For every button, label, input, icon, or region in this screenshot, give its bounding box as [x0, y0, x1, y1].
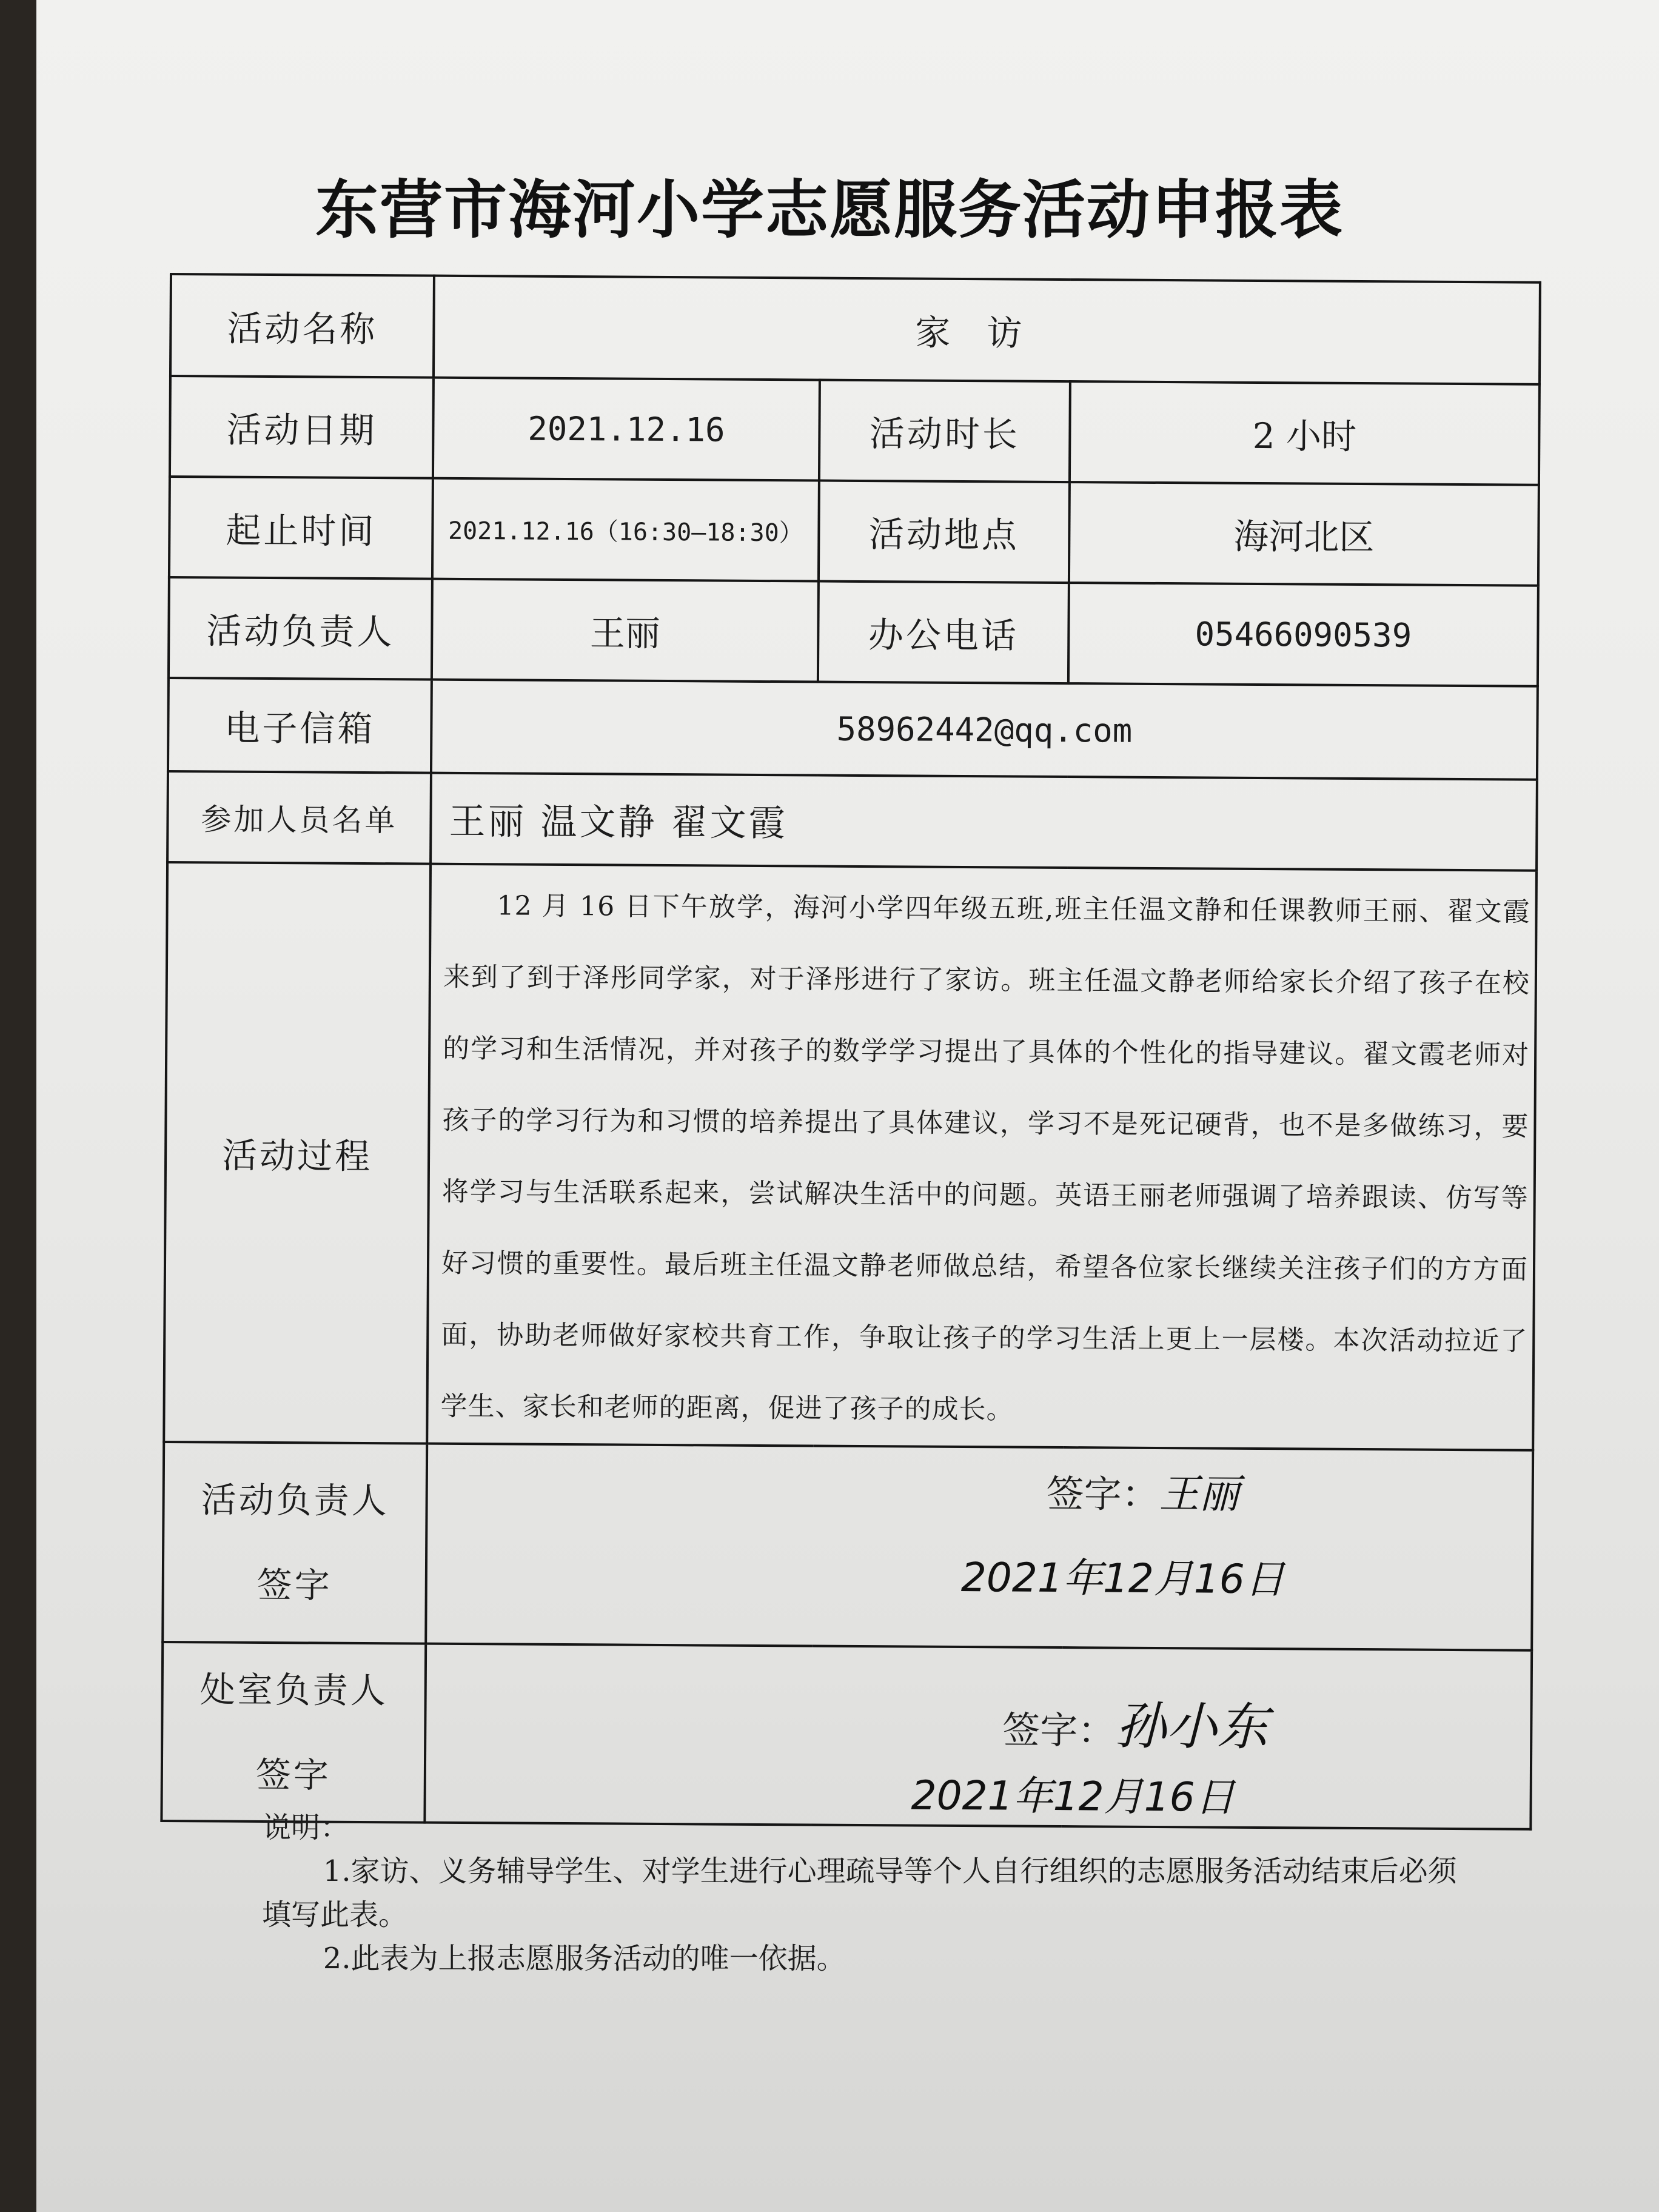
office-handwritten-name: 孙小东	[1115, 1696, 1269, 1757]
value-leader: 王丽	[432, 579, 819, 682]
notes-section	[262, 1806, 1463, 1980]
label-leader-signature-line1: 活动负责人	[201, 1479, 389, 1522]
label-email: 电子信箱	[168, 678, 432, 773]
row-process	[164, 862, 1537, 1450]
label-activity-date: 活动日期	[170, 376, 434, 478]
row-leader	[169, 577, 1538, 686]
label-office-signature	[161, 1642, 426, 1823]
label-leader-signature-line2: 签字	[256, 1564, 332, 1606]
row-leader-signature	[163, 1442, 1533, 1651]
value-location: 海河北区	[1069, 482, 1539, 586]
application-form-table	[161, 273, 1539, 1821]
label-location: 活动地点	[819, 481, 1070, 583]
value-process: 12 月 16 日下午放学，海河小学四年级五班,班主任温文静和任课教师王丽、翟文霞来到了到于泽彤同学家，对于泽彤进行了家访。班主任温文静老师给家长介绍了孩子在校的学习和生活情况，并对孩子的数学学习提出了具体的个性化的指导建议。翟文霞老师对孩子的学习行为和习惯的培养提出了具体建议，学习不是死记硬背，也不是多做练习，要将学习与生活联系起来，尝试解决生活中的问题。英语王丽老师强调了培养跟读、仿写等好习惯的重要性。最后班主任温文静老师做总结，希望各位家长继续关注孩子们的方方面面，协助老师做好家校共育工作，争取让孩子的学习生活上更上一层楼。本次活动拉近了学生、家长和老师的距离，促进了孩子的成长。	[427, 864, 1537, 1450]
label-duration: 活动时长	[819, 380, 1070, 483]
value-office-phone: 05466090539	[1068, 583, 1538, 686]
form-title: 东营市海河小学志愿服务活动申报表	[315, 172, 1344, 247]
row-participants	[167, 771, 1537, 871]
value-activity-date: 2021.12.16	[433, 378, 820, 481]
leader-sign-label: 签字：	[1046, 1471, 1159, 1517]
label-leader: 活动负责人	[169, 577, 432, 680]
value-email: 58962442@qq.com	[431, 680, 1538, 780]
value-activity-name: 家访	[434, 276, 1540, 384]
label-office-phone: 办公电话	[818, 581, 1069, 684]
label-office-signature-line1: 处室负责人	[199, 1668, 388, 1711]
label-leader-signature	[163, 1442, 427, 1644]
value-participants: 王丽 温文静 翟文霞	[431, 773, 1537, 871]
leader-handwritten-date: 2021年12月16日	[960, 1554, 1285, 1603]
row-activity-name	[170, 274, 1540, 384]
label-start-end: 起止时间	[169, 477, 433, 579]
label-office-signature-line2: 签字	[255, 1754, 332, 1796]
office-signature-line	[1002, 1684, 1269, 1760]
notes-item-2: 2.此表为上报志愿服务活动的唯一依据。	[323, 1942, 846, 1976]
label-participants: 参加人员名单	[167, 771, 431, 864]
leader-signature-line	[1046, 1461, 1239, 1520]
row-office-signature	[161, 1642, 1532, 1829]
office-signature-area	[424, 1644, 1532, 1829]
row-activity-date	[170, 376, 1540, 485]
leader-signature-area	[426, 1444, 1533, 1651]
office-handwritten-date: 2021年12月16日	[911, 1772, 1235, 1821]
label-activity-name: 活动名称	[170, 274, 434, 378]
value-start-end: 2021.12.16（16:30—18:30）	[432, 478, 819, 581]
notes-item-1: 1.家访、义务辅导学生、对学生进行心理疏导等个人自行组织的志愿服务活动结束后必须填写此表。	[262, 1854, 1457, 1932]
value-duration: 2 小时	[1070, 381, 1540, 485]
label-process: 活动过程	[164, 862, 431, 1444]
row-email	[168, 678, 1538, 780]
notes-heading: 说明：	[262, 1811, 350, 1845]
office-sign-label: 签字：	[1002, 1708, 1116, 1753]
row-start-end	[169, 477, 1539, 586]
leader-handwritten-name: 王丽	[1159, 1470, 1239, 1518]
